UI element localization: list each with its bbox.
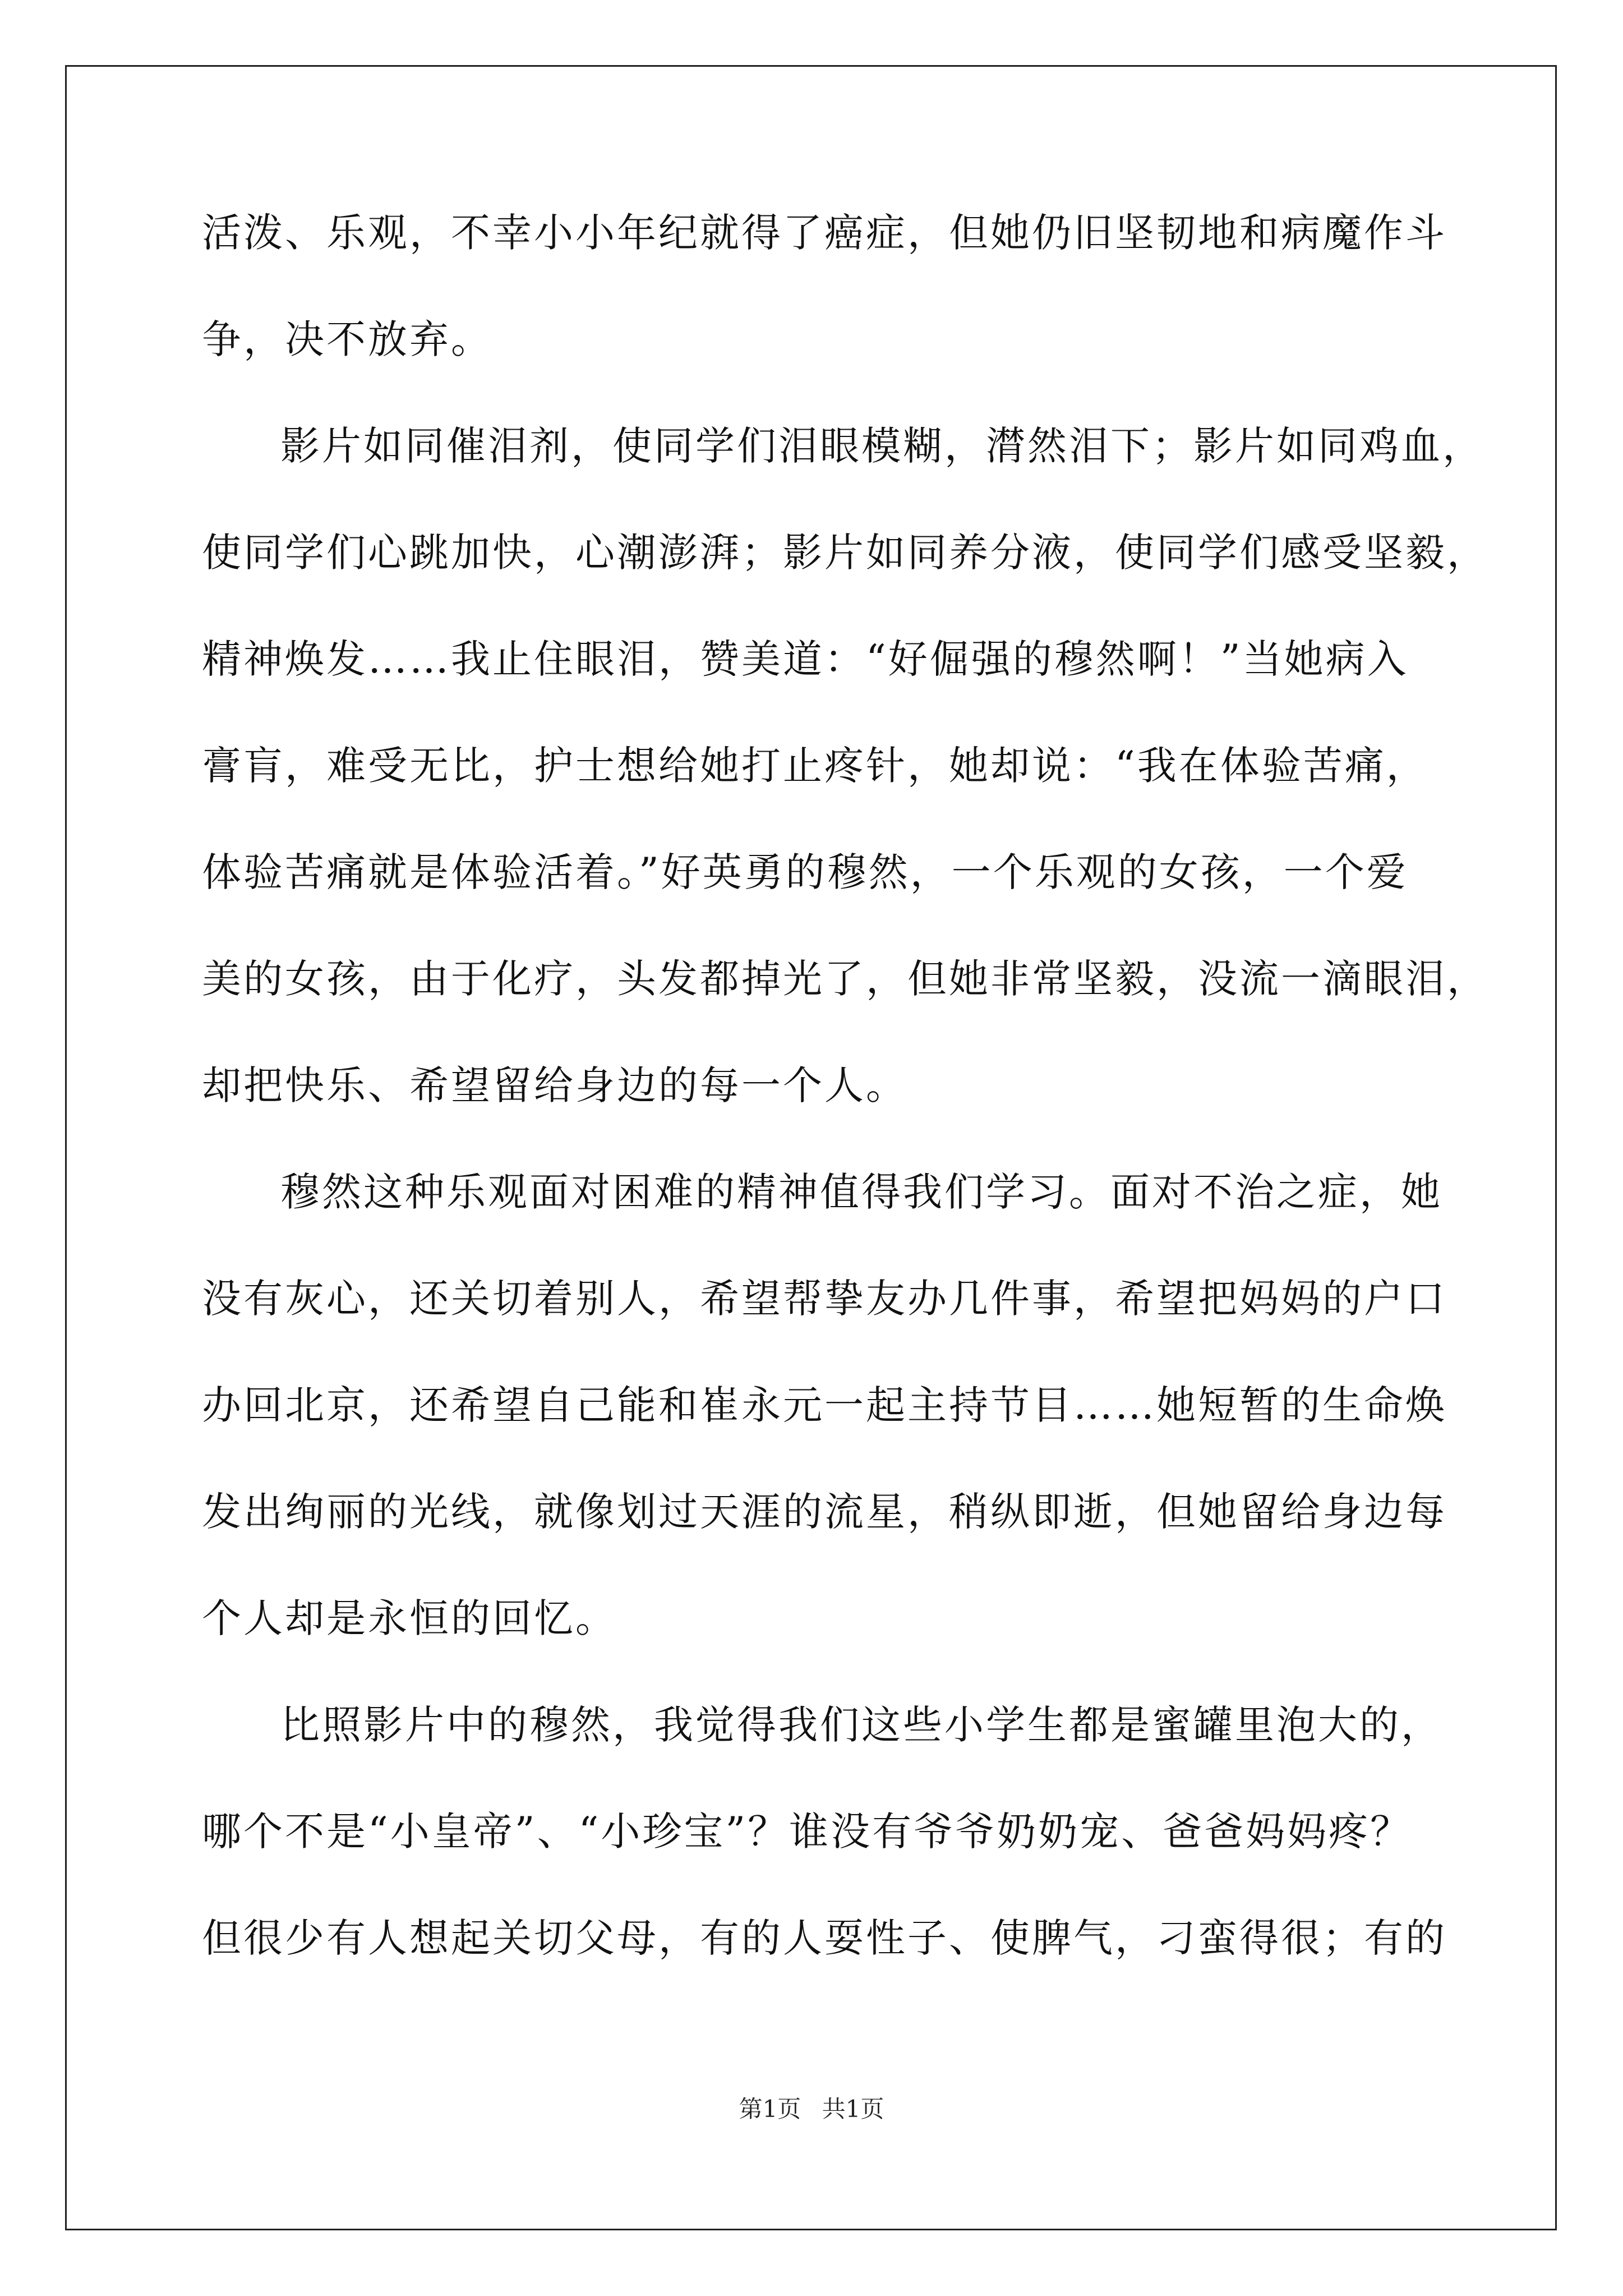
text-line: 办回北京，还希望自己能和崔永元一起主持节目……她短暂的生命焕 bbox=[202, 1382, 1447, 1428]
text-line: 但很少有人想起关切父母，有的人耍性子、使脾气，刁蛮得很；有的 bbox=[202, 1915, 1447, 1961]
text-line: 哪个不是“小皇帝”、“小珍宝”？谁没有爷爷奶奶宠、爸爸妈妈疼？ bbox=[202, 1809, 1412, 1855]
text-line: 活泼、乐观，不幸小小年纪就得了癌症，但她仍旧坚韧地和病魔作斗 bbox=[202, 210, 1447, 256]
text-line: 发出绚丽的光线，就像划过天涯的流星，稍纵即逝，但她留给身边每 bbox=[202, 1489, 1447, 1535]
text-line: 使同学们心跳加快，心潮澎湃；影片如同养分液，使同学们感受坚毅， bbox=[202, 530, 1488, 576]
text-line: 膏肓，难受无比，护士想给她打止疼针，她却说：“我在体验苦痛， bbox=[202, 743, 1428, 789]
text-line: 精神焕发……我止住眼泪，赞美道：“好倔强的穆然啊！”当她病入 bbox=[202, 636, 1409, 682]
text-line: 美的女孩，由于化疗，头发都掉光了，但她非常坚毅，没流一滴眼泪， bbox=[202, 956, 1488, 1002]
text-line: 争，决不放弃。 bbox=[202, 316, 492, 362]
page-number: 第1页 bbox=[739, 2095, 801, 2123]
page-border bbox=[65, 65, 1557, 2230]
page-total: 共1页 bbox=[822, 2095, 884, 2123]
paragraph-start-line: 影片如同催泪剂，使同学们泪眼模糊，潸然泪下；影片如同鸡血， bbox=[280, 423, 1484, 469]
text-line: 却把快乐、希望留给身边的每一个人。 bbox=[202, 1062, 907, 1108]
page-footer bbox=[0, 2092, 1623, 2126]
paragraph-start-line: 比照影片中的穆然，我觉得我们这些小学生都是蜜罐里泡大的， bbox=[280, 1702, 1442, 1748]
text-line: 没有灰心，还关切着别人，希望帮挚友办几件事，希望把妈妈的户口 bbox=[202, 1276, 1447, 1322]
text-line: 个人却是永恒的回忆。 bbox=[202, 1595, 617, 1641]
text-line: 体验苦痛就是体验活着。”好英勇的穆然，一个乐观的女孩，一个爱 bbox=[202, 849, 1408, 895]
paragraph-start-line: 穆然这种乐观面对困难的精神值得我们学习。面对不治之症，她 bbox=[280, 1169, 1442, 1215]
